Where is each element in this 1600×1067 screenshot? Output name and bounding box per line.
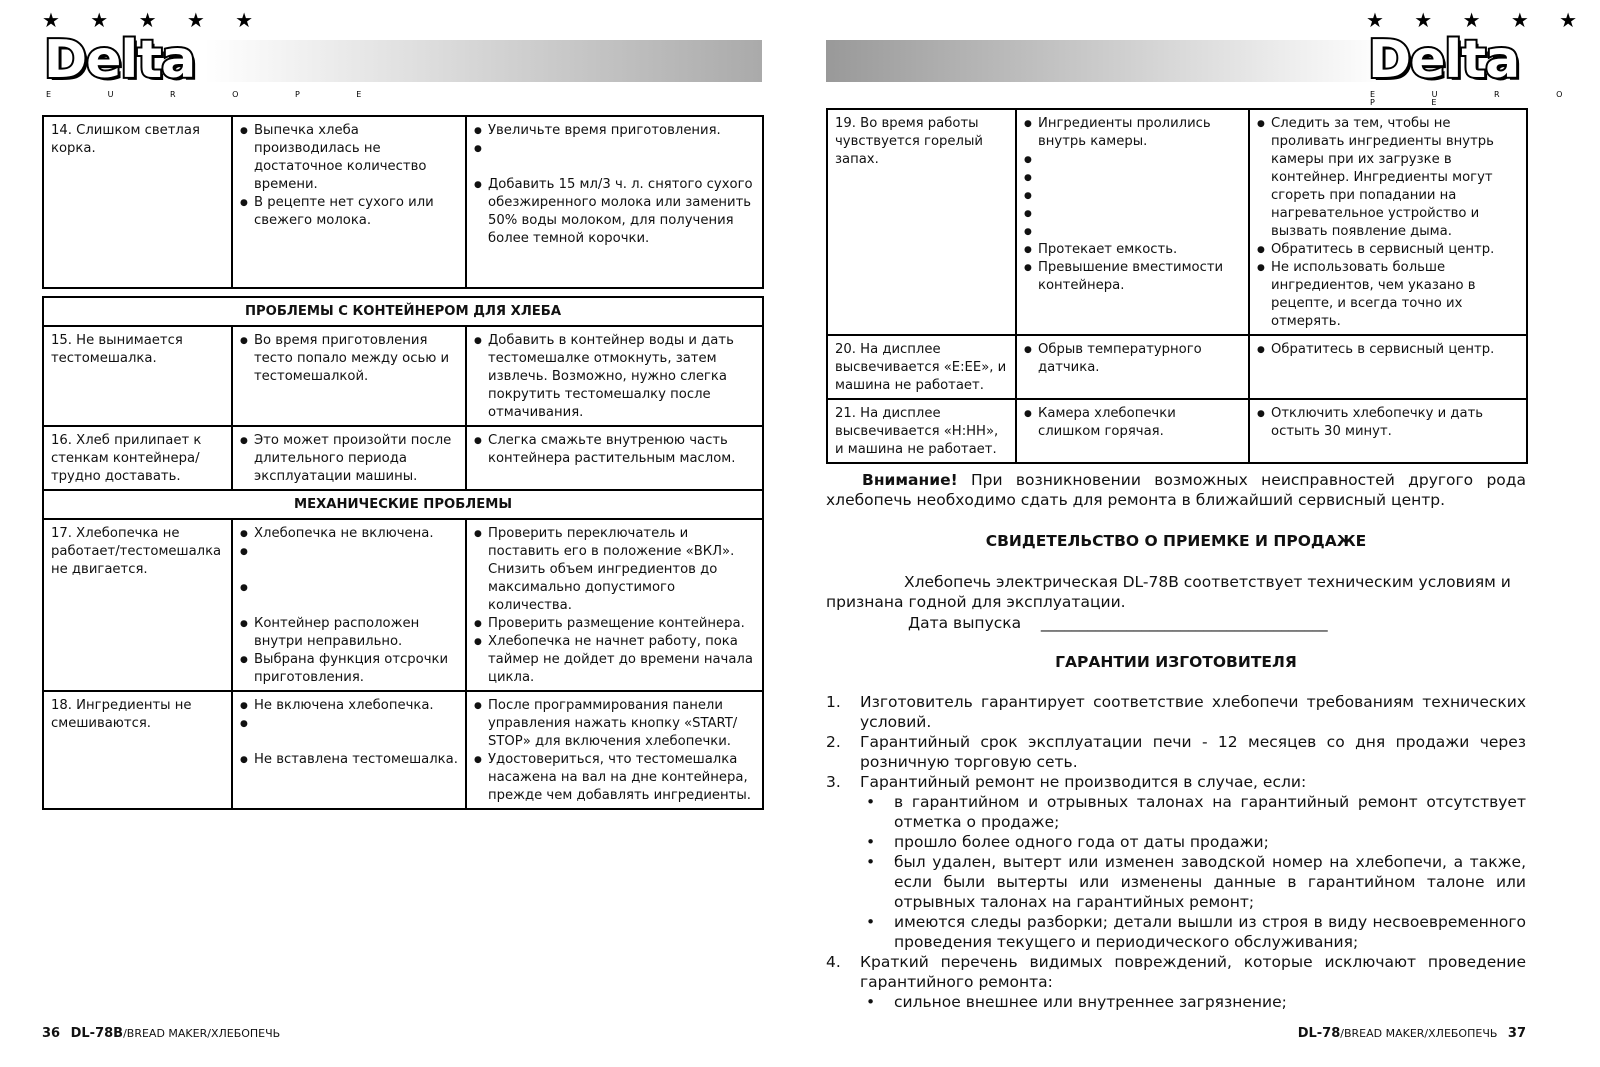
list-item: ● Обратитесь в сервисный центр. (1271, 241, 1519, 259)
problem-cell: 18. Ингредиенты не смешиваются. (43, 691, 232, 809)
list-item: ● Хлебопечка не начнет работу, пока таймер не дойдет до времени начала цикла. (488, 633, 755, 687)
problem-cell: 21. На дисплее высвечивается «H:HH», и машина не работает. (827, 399, 1016, 463)
list-item: • прошло более одного года от даты продажи; (860, 832, 1526, 852)
spacer (1038, 187, 1241, 205)
release-date-blank: _____________________________________ (1040, 614, 1328, 632)
list-item: ● Во время приготовления тесто попало между осью и тестомешалкой. (254, 332, 458, 386)
cause-cell (232, 426, 466, 490)
attention-label: Внимание! (862, 471, 958, 489)
page-footer (42, 1027, 280, 1041)
table-row (827, 109, 1527, 335)
cause-cell (232, 326, 466, 426)
cause-cell (1016, 335, 1249, 399)
section-heading: ПРОБЛЕМЫ С КОНТЕЙНЕРОМ ДЛЯ ХЛЕБА (43, 297, 763, 326)
solution-cell (1249, 335, 1527, 399)
solution-cell (1249, 399, 1527, 463)
list-item: ● Камера хлебопечки слишком горячая. (1038, 405, 1241, 441)
problem-cell: 20. На дисплее высвечивается «E:EE», и машина не работает. (827, 335, 1016, 399)
spacer (254, 579, 458, 615)
right-page (800, 0, 1600, 1067)
cause-cell (1016, 109, 1249, 335)
solution-cell (466, 426, 763, 490)
logo-europe-text: E U R O P E (1370, 90, 1590, 107)
cause-cell (232, 691, 466, 809)
list-item: ● После программирования панели управления нажать кнопку «START/ STOP» для включения хлебопечки. (488, 697, 755, 751)
list-item: ● Хлебопечка не включена. (254, 525, 458, 543)
delta-logo: Delta (44, 30, 196, 90)
list-item: ● Добавить в контейнер воды и дать тестомешалке отмокнуть, затем извлечь. Возможно, нужно слегка покрутить тестомешалку после отмачивания. (488, 332, 755, 422)
list-item: ● Не вставлена тестомешалка. (254, 751, 458, 769)
list-item: ● Выбрана функция отсрочки приготовления. (254, 651, 458, 687)
solution-cell (466, 519, 763, 691)
stars-decoration: ★ ★ ★ ★ ★ (42, 8, 266, 32)
list-item: 4. Краткий перечень видимых повреждений, которые исключают проведение гарантийного ремонта: • сильное внешнее или внутреннее загрязнение; (826, 952, 1526, 1012)
table-row (43, 426, 763, 490)
list-item: ● Не включена хлебопечка. (254, 697, 458, 715)
warranty-item-text: Гарантийный срок эксплуатации печи - 12 месяцев со дня продажи через розничную торговую сеть. (860, 733, 1526, 771)
page-number: 37 (1507, 1026, 1526, 1041)
cause-cell (1016, 399, 1249, 463)
certificate-title: СВИДЕТЕЛЬСТВО О ПРИЕМКЕ И ПРОДАЖЕ (985, 532, 1367, 550)
list-item: ● Отключить хлебопечку и дать остыть 30 минут. (1271, 405, 1519, 441)
page-footer (1298, 1027, 1526, 1041)
list-item: ● Протекает емкость. (1038, 241, 1241, 259)
solution-cell (466, 691, 763, 809)
header-band (205, 40, 762, 82)
list-item: ● Обратитесь в сервисный центр. (1271, 341, 1519, 359)
list-item: ● Следить за тем, чтобы не проливать ингредиенты внутрь камеры при их загрузке в контейнер. Ингредиенты могут сгореть при попадании на нагревательное устройство и вызвать появление дыма. (1271, 115, 1519, 241)
problem-cell: 17. Хлебопечка не работает/тестомешалка не двигается. (43, 519, 232, 691)
list-item: • сильное внешнее или внутреннее загрязнение; (860, 992, 1526, 1012)
warranty-item-text: Гарантийный ремонт не производится в случае, если: (860, 773, 1307, 791)
certificate-text: Хлебопечь электрическая DL-78B соответствует техническим условиям и признана годной для эксплуатации. (826, 573, 1511, 611)
table-row (827, 399, 1527, 463)
release-date-label: Дата выпуска (908, 614, 1022, 632)
list-item: ● В рецепте нет сухого или свежего молока. (254, 194, 458, 230)
list-item: ● Слегка смажьте внутренюю часть контейнера растительным маслом. (488, 432, 755, 468)
spacer (1038, 169, 1241, 187)
list-item: ● Увеличьте время приготовления. (488, 122, 755, 140)
list-item: ● Добавить 15 мл/3 ч. л. снятого сухого обезжиренного молока или заменить 50% воды молоком, для получения более темной корочки. (488, 176, 755, 248)
list-item: ● Превышение вместимости контейнера. (1038, 259, 1241, 295)
table-row (43, 326, 763, 426)
troubleshoot-table-1 (42, 115, 764, 289)
table-row (43, 116, 763, 288)
attention-paragraph (826, 470, 1526, 510)
warranty-list (826, 692, 1526, 1012)
list-item: ● Не использовать больше ингредиентов, чем указано в рецепте, и всегда точно их отмерять. (1271, 259, 1519, 331)
list-item: 1. Изготовитель гарантирует соответствие хлебопечи требованиям технических условий. (826, 693, 1526, 731)
spacer (1038, 151, 1241, 169)
problem-cell: 15. Не вынимается тестомешалка. (43, 326, 232, 426)
list-item: ● Это может произойти после длительного периода эксплуатации машины. (254, 432, 458, 486)
list-item: ● Проверить размещение контейнера. (488, 615, 755, 633)
problem-cell: 16. Хлеб прилипает к стенкам контейнера/ трудно доставать. (43, 426, 232, 490)
footer-desc: /BREAD MAKER/ХЛЕБОПЕЧЬ (1340, 1027, 1498, 1040)
warranty-item-text: Изготовитель гарантирует соответствие хлебопечи требованиям технических условий. (860, 693, 1526, 731)
page-number: 36 (42, 1026, 61, 1041)
model-name: DL-78B (70, 1026, 124, 1041)
solution-cell (466, 326, 763, 426)
list-item: • в гарантийном и отрывных талонах на гарантийный ремонт отсутствует отметка о продаже; (860, 792, 1526, 832)
attention-text: При возникновении возможных неисправностей другого рода хлебопечь необходимо сдать для ремонта в ближайший сервисный центр. (826, 471, 1526, 509)
footer-desc: /BREAD MAKER/ХЛЕБОПЕЧЬ (123, 1027, 281, 1040)
stars-decoration: ★ ★ ★ ★ ★ (1366, 8, 1590, 32)
cause-cell (232, 519, 466, 691)
list-item: ● Ингредиенты пролились внутрь камеры. (1038, 115, 1241, 151)
logo-europe-text: E U R O P E (46, 90, 389, 99)
list-item: ● Обрыв температурного датчика. (1038, 341, 1241, 377)
list-item: ● Удостовериться, что тестомешалка насажена на вал на дне контейнера, прежде чем добавлять ингредиенты. (488, 751, 755, 805)
spacer (488, 140, 755, 176)
list-item: • был удален, вытерт или изменен заводской номер на хлебопечи, а также, если были вытерты или изменены данные в гарантийном талоне или отрывных талонах на гарантийных ремонт; (860, 852, 1526, 912)
warranty-title: ГАРАНТИИ ИЗГОТОВИТЕЛЯ (1055, 653, 1297, 671)
section-heading: МЕХАНИЧЕСКИЕ ПРОБЛЕМЫ (43, 490, 763, 519)
spacer (1038, 223, 1241, 241)
table-row (43, 519, 763, 691)
spacer (1038, 205, 1241, 223)
table-row (827, 335, 1527, 399)
problem-cell: 14. Слишком светлая корка. (43, 116, 232, 288)
header-band (826, 40, 1386, 82)
list-item: ● Проверить переключатель и поставить его в положение «ВКЛ». Снизить объем ингредиентов до максимально допустимого количества. (488, 525, 755, 615)
solution-cell (466, 116, 763, 288)
list-item: • имеются следы разборки; детали вышли из строя в виду несвоевременного проведения текущего и периодического обслуживания; (860, 912, 1526, 952)
delta-logo: Delta (1368, 30, 1520, 90)
cause-cell (232, 116, 466, 288)
list-item: 3. Гарантийный ремонт не производится в случае, если: • в гарантийном и отрывных талонах на гарантийный ремонт отсутствует отметка о продаже; • прошло более одного года от даты продажи; • был удален, вытерт или изменен заводской номер на хлебопечи, а также, если были вытерты или изменены данные в гарантийном талоне или отрывных талонах на гарантийных ремонт; • имеются следы разборки; детали вышли из строя в виду несвоевременного проведения текущего и периодического обслуживания; (826, 772, 1526, 952)
troubleshoot-table-2 (42, 296, 764, 810)
troubleshoot-table-3 (826, 108, 1528, 464)
spacer (254, 543, 458, 579)
solution-cell (1249, 109, 1527, 335)
problem-cell: 19. Во время работы чувствуется горелый запах. (827, 109, 1016, 335)
list-item: 2. Гарантийный срок эксплуатации печи - 12 месяцев со дня продажи через розничную торговую сеть. (826, 733, 1526, 771)
table-row (43, 691, 763, 809)
release-date-line (908, 613, 1508, 633)
list-item: ● Контейнер расположен внутри неправильно. (254, 615, 458, 651)
spacer (254, 715, 458, 751)
warranty-item-text: Краткий перечень видимых повреждений, которые исключают проведение гарантийного ремонта: (860, 953, 1526, 991)
model-name: DL-78 (1297, 1026, 1341, 1041)
list-item: ● Выпечка хлеба производилась не достаточное количество времени. (254, 122, 458, 194)
